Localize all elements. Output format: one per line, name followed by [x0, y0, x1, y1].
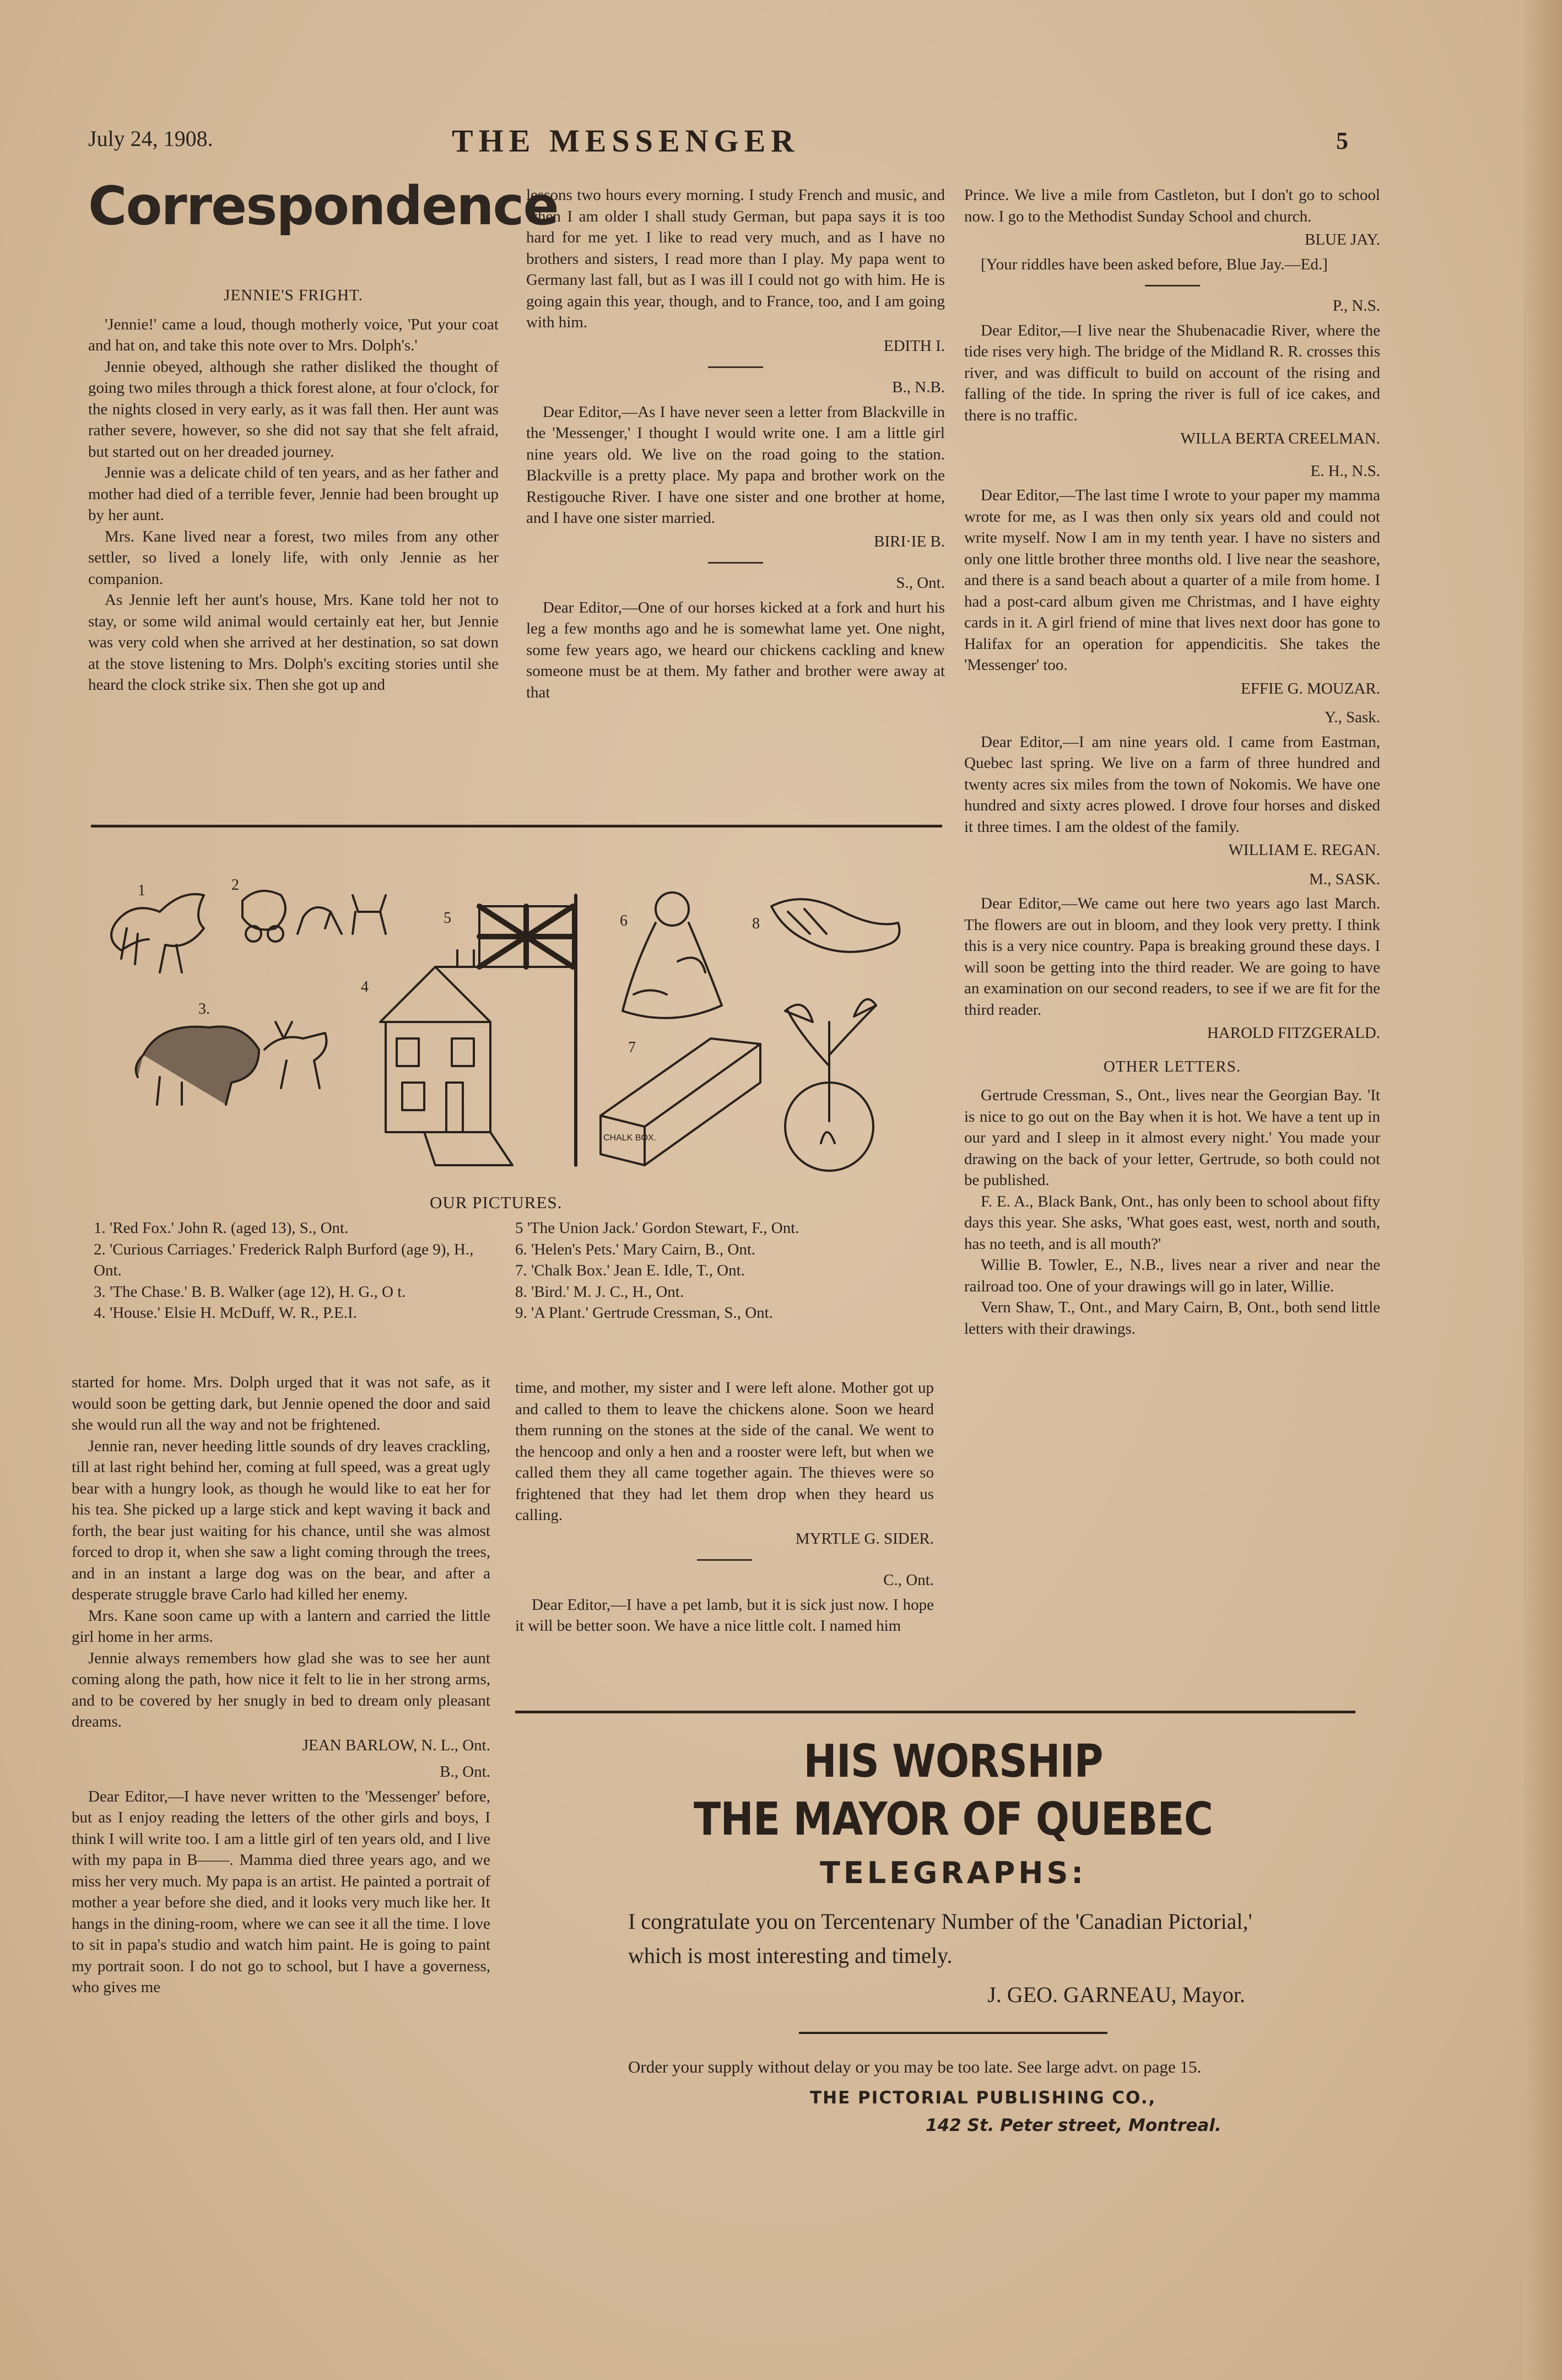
picture-number-7: 7	[628, 1039, 636, 1056]
caption: 2. 'Curious Carriages.' Frederick Ralph Burford (age 9), H., Ont.	[94, 1240, 474, 1279]
signature: WILLA BERTA CREELMAN.	[1180, 430, 1380, 447]
ad-divider	[799, 2032, 1107, 2034]
separator	[697, 1559, 752, 1561]
picture-number-1: 1	[138, 882, 145, 899]
ad-order-note: Order your supply without delay or you may be too late. See large advt. on page 15.	[628, 2057, 1202, 2076]
caption: 4. 'House.' Elsie H. McDuff, W. R., P.E.I.	[94, 1304, 357, 1322]
caption: 8. 'Bird.' M. J. C., H., Ont.	[515, 1283, 684, 1301]
chalk-box-label: CHALK BOX.	[603, 1133, 657, 1143]
signature: JEAN BARLOW, N. L., Ont.	[302, 1736, 490, 1754]
captions-left	[94, 1218, 501, 1324]
ad-signature: J. GEO. GARNEAU, Mayor.	[987, 1982, 1245, 2007]
paragraph: time, and mother, my sister and I were left alone. Mother got up and called to them to leave the chickens alone. Soon we heard them running on the stones at the side of the canal. We went to the hencoop and only a hen and a rooster were left, but when we called them they all came together again. The thieves were so frightened that they had let them drop when they heard us calling.	[515, 1379, 934, 1524]
chase-drawing	[136, 1022, 327, 1105]
plant-drawing	[785, 999, 876, 1171]
paragraph: Jennie obeyed, although she rather disliked the thought of going two miles through a thick forest alone, at four o'clock, for the nights closed in very early, as it was fall then. Her aunt was rather severe, however, so she did not say that she felt afraid, but started out on her dreaded journey.	[88, 358, 499, 461]
chalk-box-drawing	[601, 1038, 760, 1165]
horizontal-rule	[515, 1711, 1355, 1713]
signature: HAROLD FITZGERALD.	[1207, 1024, 1380, 1042]
paragraph: F. E. A., Black Bank, Ont., has only been to school about fifty days this year. She asks, 'What goes east, west, north and south, has no teeth, and is all mouth?'	[964, 1192, 1380, 1253]
other-letters-heading: OTHER LETTERS.	[1103, 1057, 1241, 1075]
masthead-title: THE MESSENGER	[452, 123, 800, 159]
paragraph: As Jennie left her aunt's house, Mrs. Kane told her not to stay, or some wild animal would certainly eat her, but Jennie was very cold when she arrived at her destination, so sat down at the stove listening to Mrs. Dolph's exciting stories until she heard the clock strike six. Then she got up and	[88, 591, 499, 694]
caption: 1. 'Red Fox.' John R. (aged 13), S., Ont.	[94, 1219, 349, 1237]
paragraph: Gertrude Cressman, S., Ont., lives near the Georgian Bay. 'It is nice to go out on the Bay when it is hot. We have a tent up in our yard and I sleep in it almost every night.' You made your drawing on the back of your letter, Gertrude, so both could not be published.	[964, 1086, 1380, 1189]
paragraph: Dear Editor,—I have a pet lamb, but it is sick just now. I hope it will be better soon. We have a nice little colt. I named him	[515, 1595, 934, 1635]
paragraph: lessons two hours every morning. I study French and music, and when I am older I shall study German, but papa says it is too hard for me yet. I like to read very much, and as I have no brothers and sisters, I read more than I play. My papa went to Germany last fall, but as I was ill I could not go with him. He is going again this year, though, and to France, too, and I am going with him.	[526, 186, 945, 331]
signature: BIRI·IE B.	[874, 532, 945, 550]
letter-location: B., N.B.	[892, 378, 945, 396]
picture-number-5: 5	[444, 910, 451, 927]
picture-number-6: 6	[620, 912, 628, 929]
letter-location: M., SASK.	[1309, 870, 1380, 888]
bird-drawing	[771, 899, 900, 952]
page-number: 5	[1336, 127, 1348, 154]
caption: 9. 'A Plant.' Gertrude Cressman, S., Ont.	[515, 1304, 773, 1322]
section-title: Correspondence	[88, 175, 558, 237]
carriages-drawing	[242, 891, 386, 942]
paragraph: Willie B. Towler, E., N.B., lives near a river and near the railroad too. One of your drawings will go in later, Willie.	[964, 1256, 1380, 1295]
union-jack-drawing	[479, 895, 576, 1165]
our-pictures-heading: OUR PICTURES.	[430, 1193, 563, 1212]
captions-right	[515, 1218, 934, 1324]
separator	[1145, 285, 1200, 286]
paragraph: Mrs. Kane soon came up with a lantern and carried the little girl home in her arms.	[72, 1606, 490, 1646]
paragraph: Dear Editor,—I live near the Shubenacadie River, where the tide rises very high. The bridge of the Midland R. R. crosses this river, and was difficult to build on account of the rising and falling of the tide. In spring the river is full of ice cakes, and there is no traffic.	[964, 321, 1380, 424]
paragraph: Mrs. Kane lived near a forest, two miles from any other settler, so lived a lonely life, with only Jennie as her companion.	[88, 527, 499, 588]
letter-location: S., Ont.	[896, 574, 945, 592]
caption: 6. 'Helen's Pets.' Mary Cairn, B., Ont.	[515, 1240, 756, 1258]
ad-headline-2: THE MAYOR OF QUEBEC	[693, 1793, 1213, 1846]
paragraph: Jennie ran, never heeding little sounds of dry leaves crackling, till at last right behind her, coming at full speed, was a great ugly bear with a hungry look, as though he would like to eat her for his tea. She picked up a large stick and kept waving it back and forth, the bear just waiting for his chance, until she was almost forced to drop it, when she saw a light coming through the trees, and in an instant a large dog was on the bear, and after a desperate struggle brave Carlo had killed her enemy.	[72, 1437, 490, 1603]
paragraph: Prince. We live a mile from Castleton, but I don't go to school now. I go to the Methodist Sunday School and church.	[964, 186, 1380, 225]
paragraph: Vern Shaw, T., Ont., and Mary Cairn, B, Ont., both send little letters with their drawings.	[964, 1299, 1380, 1338]
letter-location: C., Ont.	[883, 1571, 934, 1589]
caption: 3. 'The Chase.' B. B. Walker (age 12), H. G., O t.	[94, 1283, 406, 1301]
ad-address: 142 St. Peter street, Montreal.	[926, 2116, 1222, 2135]
issue-date: July 24, 1908.	[88, 126, 213, 151]
letter-location: Y., Sask.	[1325, 708, 1380, 726]
column-2-top	[526, 185, 945, 703]
paragraph: started for home. Mrs. Dolph urged that it was not safe, as it would soon be getting dark, but Jennie opened the door and said she would run all the way and not be frightened.	[72, 1373, 490, 1434]
signature: MYRTLE G. SIDER.	[795, 1529, 934, 1548]
ad-body: I congratulate you on Tercentenary Number of the 'Canadian Pictorial,' which is most interesting and timely.	[628, 1909, 1252, 1968]
paragraph: Dear Editor,—I am nine years old. I came from Eastman, Quebec last spring. We live on a farm of three hundred and twenty acres six miles from the town of Nokomis. We have one hundred and sixty acres plowed. I drove four horses and disked it three times. I am the oldest of the family.	[964, 733, 1380, 836]
picture-number-4: 4	[361, 978, 369, 996]
picture-number-8: 8	[752, 915, 760, 932]
helens-pets-drawing	[623, 892, 722, 1018]
paragraph: Jennie was a delicate child of ten years, and as her father and mother had died of a terrible fever, Jennie had been brought up by her aunt.	[88, 464, 499, 524]
page-spine	[1523, 0, 1562, 2380]
mayor-advertisement	[606, 1735, 1300, 2135]
signature: WILLIAM E. REGAN.	[1228, 841, 1380, 859]
children-drawings	[94, 857, 953, 1187]
house-drawing	[380, 950, 512, 1165]
story-heading: JENNIE'S FRIGHT.	[224, 286, 363, 304]
paragraph: Dear Editor,—I have never written to the 'Messenger' before, but as I enjoy reading the letters of the other girls and boys, I think I will write too. I am a little girl of ten years old, and I live with my papa in B——. Mamma died three years ago, and we miss her very much. My papa is an artist. He painted a portrait of mother a year before she died, and it looks very much like her. It hangs in the dining-room, where we can see it all the time. I love to sit in papa's studio and watch him paint. He is going to paint my portrait soon. I do not go to school, but I have a governess, who gives me	[72, 1787, 490, 1996]
column-3	[964, 185, 1380, 1339]
paragraph: Dear Editor,—We came out here two years ago last March. The flowers are out in bloom, and they look very pretty. I think this is a very nice country. Papa is breaking ground these days. I will soon be getting into the third reader. We are going to have an examination on our second readers, to see if we are fit for the third reader.	[964, 895, 1380, 1019]
paragraph: Dear Editor,—One of our horses kicked at a fork and hurt his leg a few months ago and he is somewhat lame yet. One night, some few years ago, we heard our chickens cackling and knew someone must be at them. My father and brother were away at that	[526, 598, 945, 701]
column-2-bottom	[515, 1377, 934, 1637]
column-1-bottom	[72, 1372, 490, 1998]
letter-location: P., N.S.	[1332, 297, 1380, 315]
letter-location: E. H., N.S.	[1310, 462, 1380, 480]
separator	[708, 366, 763, 368]
paragraph: 'Jennie!' came a loud, though motherly voice, 'Put your coat and hat on, and take this note over to Mrs. Dolph's.'	[88, 315, 499, 354]
signature: EFFIE G. MOUZAR.	[1241, 679, 1380, 697]
paragraph: Jennie always remembers how glad she was to see her aunt coming along the path, how nice it felt to lie in her strong arms, and to be covered by her snugly in bed to dream only pleasant dreams.	[72, 1649, 490, 1730]
paragraph: Dear Editor,—As I have never seen a letter from Blackville in the 'Messenger,' I thought I would write one. I am a little girl nine years old. We live on the road going to the station. Blackville is a pretty place. My papa and brother work on the Restigouche River. I have one sister and one brother at home, and I have one sister married.	[526, 403, 945, 527]
caption: 7. 'Chalk Box.' Jean E. Idle, T., Ont.	[515, 1262, 745, 1279]
horizontal-rule	[91, 825, 942, 827]
ad-telegraphs: TELEGRAPHS:	[820, 1856, 1087, 1890]
caption: 5 'The Union Jack.' Gordon Stewart, F., Ont.	[515, 1219, 799, 1237]
signature: BLUE JAY.	[1305, 231, 1380, 248]
column-1-top	[88, 278, 499, 696]
ad-publisher: THE PICTORIAL PUBLISHING CO.,	[810, 2088, 1156, 2108]
paragraph: Dear Editor,—The last time I wrote to your paper my mamma wrote for me, as I was then only six years old and could not write myself. Now I am in my tenth year. I have no sisters and only one little brother three months old. I live near the seashore, and there is a sand beach about a quarter of a mile from home. I had a post-card album given me Christmas, and I have eighty cards in it. A girl friend of mine that lives next door has gone to Halifax for an operation for appendicitis. She takes the 'Messenger' too.	[964, 486, 1380, 674]
signature: EDITH I.	[883, 337, 945, 355]
ad-headline-1: HIS WORSHIP	[803, 1735, 1103, 1788]
picture-number-3: 3.	[198, 1000, 210, 1018]
fox-drawing	[111, 894, 204, 972]
editor-note: [Your riddles have been asked before, Blue Jay.—Ed.]	[981, 255, 1328, 273]
picture-number-2: 2	[231, 877, 239, 894]
letter-location: B., Ont.	[440, 1763, 490, 1781]
separator	[708, 562, 763, 564]
